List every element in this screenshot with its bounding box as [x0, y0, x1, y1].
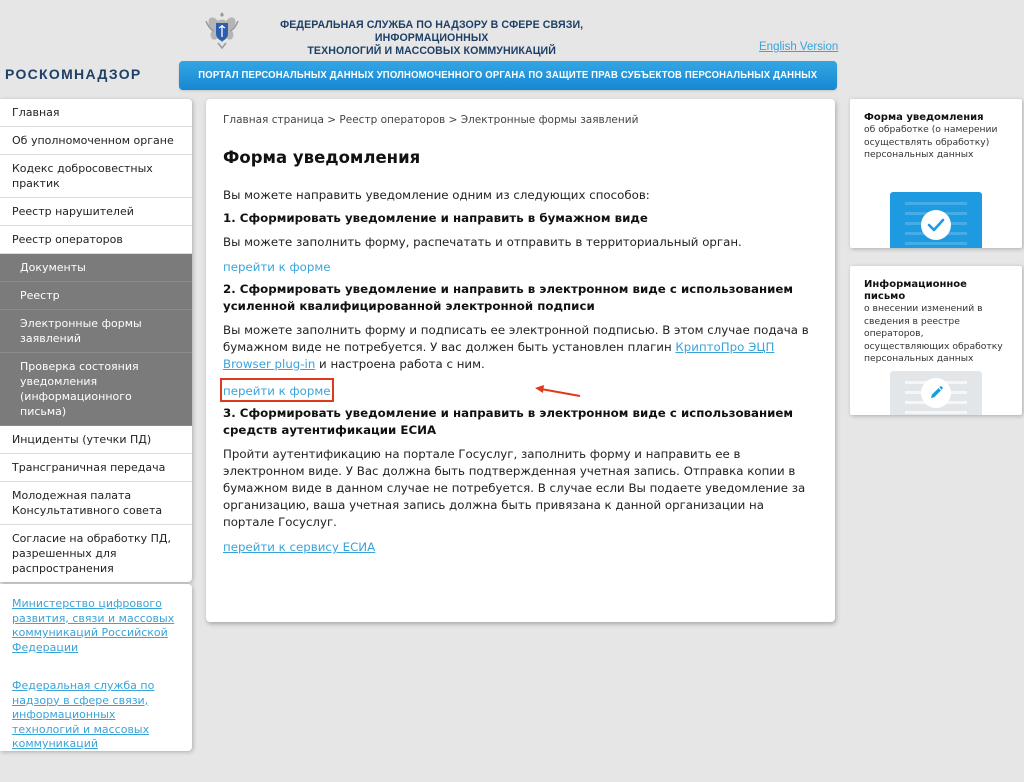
ministry-link[interactable]: Министерство цифрового развития, связи и массовых коммуникаций Российской Федерации [12, 597, 175, 654]
portal-banner: ПОРТАЛ ПЕРСОНАЛЬНЫХ ДАННЫХ УПОЛНОМОЧЕННОГО ОРГАНА ПО ЗАЩИТЕ ПРАВ СУБЪЕКТОВ ПЕРСОНАЛЬНЫХ ДАННЫХ [179, 61, 837, 90]
external-links-panel [0, 584, 192, 751]
information-letter-illustration [890, 371, 982, 415]
section1-text: Вы можете заполнить форму, распечатать и отправить в территориальный орган. [223, 235, 742, 249]
sidebar-item-consent[interactable]: Согласие на обработку ПД, разрешенных для распространения [12, 532, 172, 575]
agency-title: ФЕДЕРАЛЬНАЯ СЛУЖБА ПО НАДЗОРУ В СФЕРЕ СВЯЗИ, ИНФОРМАЦИОННЫХ ТЕХНОЛОГИЙ И МАССОВЫХ КОММУНИКАЦИЙ [280, 19, 584, 57]
pencil-icon [921, 378, 951, 408]
sidebar-item-cross-border[interactable]: Трансграничная передача [0, 454, 192, 482]
section2-heading: 2. Сформировать уведомление и направить в электронном виде с использованием усиленной квалифицированной электронной подписи [223, 282, 794, 313]
main-content [206, 99, 835, 622]
esia-service-link[interactable]: перейти к сервису ЕСИА [223, 540, 376, 554]
sidebar-nav [0, 99, 192, 582]
highlighted-link-wrapper [223, 378, 818, 402]
sidebar-subitem-check-status[interactable]: Проверка состояния уведомления (информационного письма) [0, 353, 192, 426]
cryptopro-plugin-link[interactable]: КриптоПро ЭЦП Browser plug-in [223, 340, 775, 371]
coat-of-arms-icon [203, 9, 241, 51]
roskomnadzor-link[interactable]: Федеральная служба по надзору в сфере связи, информационных технологий и массовых коммуникаций [12, 679, 155, 750]
sidebar-item-about[interactable]: Об уполномоченном органе [0, 127, 192, 155]
notification-form-illustration [890, 192, 982, 248]
promo-information-letter[interactable]: Информационное письмо о внесении изменений в сведения в реестре операторов, осуществляющих обработку персональных данных [850, 266, 1022, 415]
signature-form-link[interactable]: перейти к форме [223, 384, 331, 398]
sidebar-item-home[interactable]: Главная [0, 99, 192, 127]
sidebar-subitem-documents[interactable]: Документы [0, 254, 192, 282]
english-version-link[interactable]: English Version [759, 41, 839, 53]
breadcrumb: Главная страница > Реестр операторов > Электронные формы заявлений [223, 114, 639, 126]
intro-text: Вы можете направить уведомление одним из следующих способов: [223, 188, 650, 202]
sidebar-item-violators-registry[interactable]: Реестр нарушителей [0, 198, 192, 226]
sidebar-subitem-electronic-forms[interactable]: Электронные формы заявлений [0, 310, 192, 353]
annotation-arrow-icon [533, 384, 583, 404]
paper-form-link[interactable]: перейти к форме [223, 260, 331, 274]
section3-text: Пройти аутентификацию на портале Госуслуг, заполнить форму и направить ее в электронном виде. У Вас должна быть подтвержденная учетная запись. Отправка копии в бумажном виде в данном случае не потребуется. В случае если Вы подаете уведомление за организацию, ваша учетная запись должна быть привязана к данной организации на портале Госуслуг. [223, 447, 806, 529]
section3-heading: 3. Сформировать уведомление и направить в электронном виде с использованием средств аутентификации ЕСИА [223, 406, 794, 437]
sidebar-item-operators-registry[interactable]: Реестр операторов [0, 226, 192, 254]
sidebar-subitem-registry[interactable]: Реестр [0, 282, 192, 310]
check-circle-icon [921, 210, 951, 240]
promo-notification-form[interactable]: Форма уведомления об обработке (о намерении осуществлять обработку) персональных данных [850, 99, 1022, 248]
sidebar-item-incidents[interactable]: Инциденты (утечки ПД) [0, 426, 192, 454]
sidebar-item-youth-chamber[interactable]: Молодежная палата Консультативного совета [0, 482, 192, 525]
sidebar-item-code-of-practice[interactable]: Кодекс добросовестных практик [0, 155, 192, 198]
section2-text: Вы можете заполнить форму и подписать ее электронной подписью. В этом случае подача в бумажном виде не потребуется. У вас должен быть установлен плагин КриптоПро ЭЦП Browser plug-in и настроена работа с ним. [223, 323, 809, 371]
logo[interactable]: РОСКОМНАДЗОР [5, 66, 142, 82]
section1-heading: 1. Сформировать уведомление и направить в бумажном виде [223, 211, 648, 225]
page-title: Форма уведомления [223, 148, 421, 167]
annotation-highlight-box [220, 378, 334, 402]
